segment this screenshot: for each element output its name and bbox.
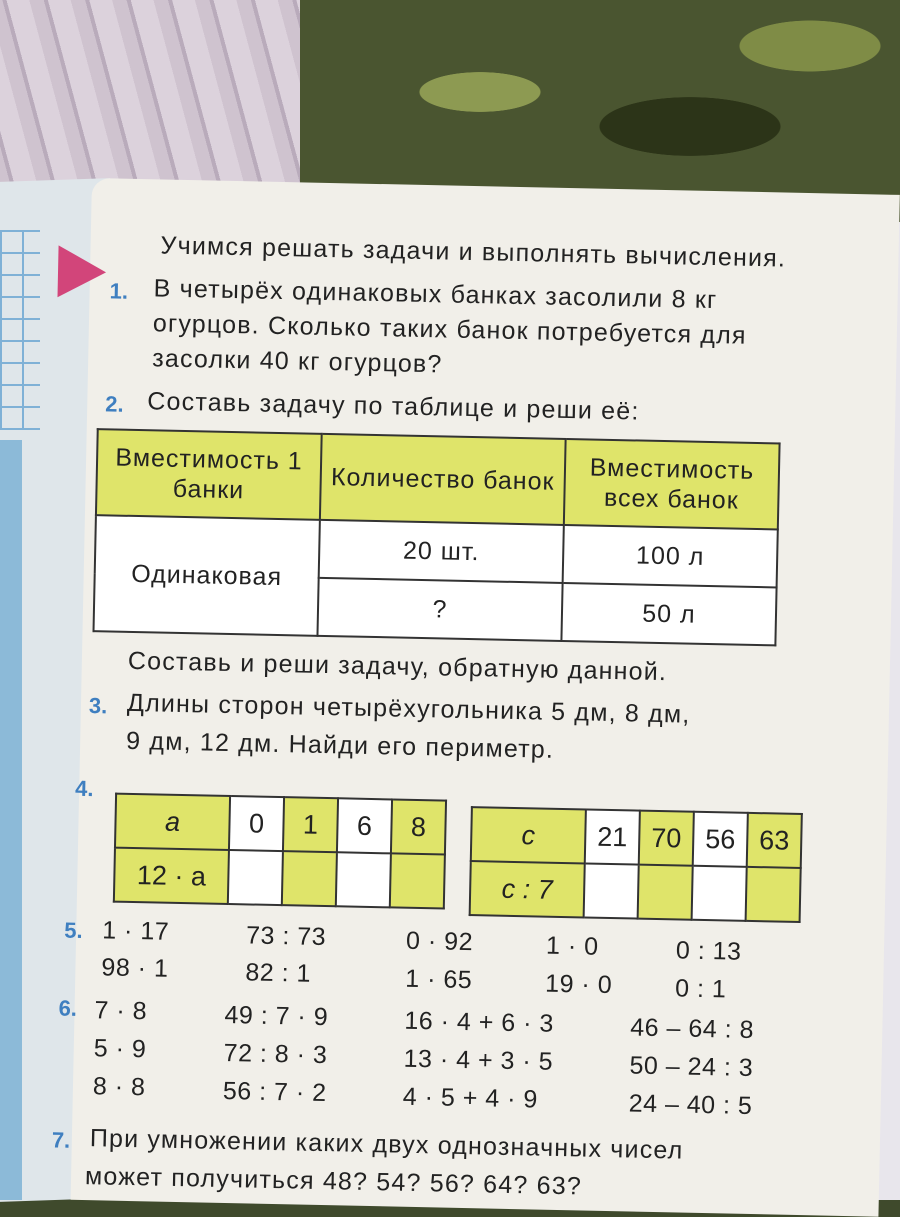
task6-expr: 7 · 8 <box>94 996 148 1026</box>
table-header-capacity-one: Вместимость 1 банки <box>96 429 322 520</box>
table-header-capacity-all: Вместимость всех банок <box>564 439 780 529</box>
table-c-answer-cell <box>746 867 801 922</box>
task6-expr: 56 : 7 · 2 <box>222 1076 327 1108</box>
task6-expr: 72 : 8 · 3 <box>223 1038 328 1070</box>
table-c-answer-cell <box>692 866 747 921</box>
textbook-page <box>51 178 900 1217</box>
table-cell-merged: Одинаковая <box>94 515 320 636</box>
task6-expr: 13 · 4 + 3 · 5 <box>403 1044 554 1076</box>
task6-expr: 24 – 40 : 5 <box>628 1089 753 1121</box>
task6-expr: 50 – 24 : 3 <box>629 1051 754 1083</box>
table-c-expression: c : 7 <box>470 861 585 917</box>
task3-line1: Длины сторон четырёхугольника 5 дм, 8 дм, <box>126 688 691 729</box>
task5-expr: 1 · 0 <box>545 931 599 961</box>
task2-number: 2. <box>105 391 124 417</box>
task4-number: 4. <box>74 775 94 802</box>
table-a-variable: a <box>115 794 230 850</box>
task3-line2: 9 дм, 12 дм. Найди его периметр. <box>125 726 555 764</box>
table-c-answer-cell <box>584 863 639 918</box>
table-c-value: 70 <box>639 811 694 866</box>
table-a-answer-cell <box>390 853 445 908</box>
left-page-grid <box>0 230 40 430</box>
task5-expr: 0 · 92 <box>405 926 474 957</box>
task6-expr: 4 · 5 + 4 · 9 <box>402 1082 539 1114</box>
table-cell: 100 л <box>563 525 778 587</box>
task1-line3: засолки 40 кг огурцов? <box>151 344 443 379</box>
table-c-value: 63 <box>747 813 802 868</box>
table-header-count: Количество банок <box>320 434 566 525</box>
table-a-value: 8 <box>391 799 446 854</box>
task2-table <box>92 428 780 646</box>
task1-number: 1. <box>109 278 129 304</box>
task5-expr: 82 : 1 <box>245 958 312 988</box>
page-heading: Учимся решать задачи и выполнять вычисления. <box>160 231 787 273</box>
task5-expr: 1 · 65 <box>405 964 473 995</box>
table-a-answer-cell <box>336 852 391 907</box>
table-c-value: 21 <box>585 809 640 864</box>
task3-number: 3. <box>88 693 108 719</box>
task6-expr: 16 · 4 + 6 · 3 <box>404 1006 555 1038</box>
task4-table-c <box>469 806 803 923</box>
table-a-value: 1 <box>283 797 338 852</box>
table-a-value: 0 <box>229 796 284 851</box>
task7-line2: может получиться 48? 54? 56? 64? 63? <box>84 1162 583 1201</box>
task6-expr: 5 · 9 <box>93 1034 147 1064</box>
task5-number: 5. <box>63 917 83 943</box>
background-fabric <box>0 0 330 200</box>
task1-line1: В четырёх одинаковых банках засолили 8 кг <box>153 274 718 315</box>
task7-line1: При умножении каких двух однозначных чисел <box>89 1124 684 1165</box>
task6-expr: 46 – 64 : 8 <box>630 1013 755 1045</box>
table-c-variable: c <box>471 807 586 863</box>
task5-expr: 73 : 73 <box>245 921 327 952</box>
task5-expr: 98 · 1 <box>101 953 169 983</box>
table-cell: 50 л <box>561 583 776 645</box>
task5-expr: 0 : 1 <box>674 974 727 1004</box>
table-a-answer-cell <box>282 851 337 906</box>
table-a-expression: 12 · a <box>114 848 229 904</box>
table-c-answer-cell <box>638 865 693 920</box>
task4-table-a <box>113 793 447 910</box>
table-cell: ? <box>317 578 562 641</box>
task2-text: Составь задачу по таблице и реши её: <box>147 387 640 426</box>
bookmark-triangle-icon <box>57 245 106 298</box>
task6-number: 6. <box>58 995 78 1021</box>
task2-followup: Составь и реши задачу, обратную данной. <box>127 646 668 687</box>
task5-expr: 0 : 13 <box>675 936 742 966</box>
task6-expr: 8 · 8 <box>92 1072 146 1102</box>
task1-line2: огурцов. Сколько таких банок потребуется для <box>152 309 747 350</box>
left-page-strip <box>0 440 22 1200</box>
table-c-value: 56 <box>693 812 748 867</box>
table-a-answer-cell <box>228 850 283 905</box>
task5-expr: 1 · 17 <box>101 916 170 946</box>
task7-number: 7. <box>51 1127 71 1153</box>
table-a-value: 6 <box>337 798 392 853</box>
task6-expr: 49 : 7 · 9 <box>224 1000 329 1032</box>
task5-expr: 19 · 0 <box>544 969 613 1000</box>
table-cell: 20 шт. <box>319 520 564 583</box>
